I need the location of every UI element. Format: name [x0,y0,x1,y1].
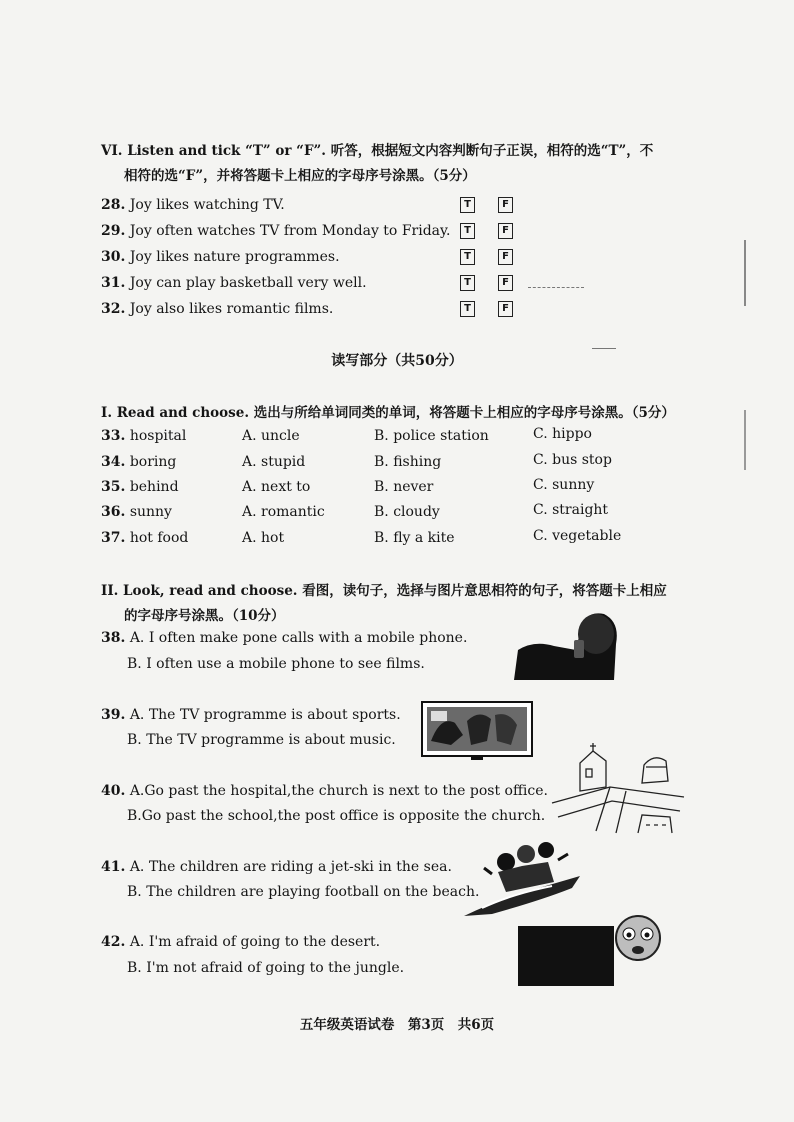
part-ii-heading-line2: 的字母序号涂黑。（10分） [124,608,285,624]
option-a: 40. A.Go past the hospital,the church is next to the post office. [101,783,548,799]
true-checkbox[interactable]: T [460,275,475,291]
option-b: B. police station [374,428,489,444]
scared-face-picture [516,912,664,988]
section-vi-heading-line1: VI. Listen and tick “T” or “F”. 听答，根据短文内容判断句子正误，相符的选“T”，不 [101,143,654,159]
option-a: A. uncle [242,428,300,444]
scan-edge-line [744,410,746,470]
scan-smudge [592,348,616,349]
option-b: B. I often use a mobile phone to see films. [127,656,425,672]
jet-ski-picture [462,838,584,918]
reading-section-title: 读写部分（共50分） [331,353,463,369]
option-c: C. straight [533,502,609,518]
false-checkbox[interactable]: F [498,249,513,265]
option-a: 39. A. The TV programme is about sports. [101,707,401,723]
scan-smudge [528,287,584,292]
true-checkbox[interactable]: T [460,223,475,239]
option-b: B.Go past the school,the post office is opposite the church. [127,808,546,824]
list-item: 29. Joy often watches TV from Monday to Friday. [101,223,451,239]
list-item: 30. Joy likes nature programmes. [101,249,340,265]
option-b: B. I'm not afraid of going to the jungle. [127,960,405,976]
false-checkbox[interactable]: F [498,197,513,213]
option-c: C. bus stop [533,452,612,468]
false-checkbox[interactable]: F [498,223,513,239]
person-with-phone-picture [514,610,618,680]
option-c: C. sunny [533,477,595,493]
true-checkbox[interactable]: T [460,301,475,317]
option-a: 42. A. I'm afraid of going to the desert. [101,934,381,950]
list-item: 31. Joy can play basketball very well. [101,275,367,291]
tv-screen-picture [421,701,533,761]
option-a: 38. A. I often make pone calls with a mobile phone. [101,630,468,646]
option-c: C. vegetable [533,528,622,544]
true-checkbox[interactable]: T [460,197,475,213]
list-item: 37. hot food [101,530,189,546]
option-a: A. hot [242,530,285,546]
list-item: 36. sunny [101,504,172,520]
option-a: 41. A. The children are riding a jet-ski in the sea. [101,859,452,875]
list-item: 28. Joy likes watching TV. [101,197,285,213]
page-footer: 五年级英语试卷 第3页 共6页 [299,1017,495,1033]
option-a: A. romantic [242,504,325,520]
part-ii-heading-line1: II. Look, read and choose. 看图，读句子，选择与图片意思相符的句子，将答题卡上相应 [101,583,667,599]
list-item: 35. behind [101,479,179,495]
option-b: B. fly a kite [374,530,455,546]
part-i-heading: I. Read and choose. 选出与所给单词同类的单词，将答题卡上相应的字母序号涂黑。（5分） [101,405,675,421]
option-b: B. fishing [374,454,442,470]
list-item: 32. Joy also likes romantic films. [101,301,334,317]
false-checkbox[interactable]: F [498,275,513,291]
option-a: A. next to [242,479,311,495]
option-b: B. The children are playing football on the beach. [127,884,480,900]
list-item: 33. hospital [101,428,187,444]
section-vi-heading-line2: 相符的选“F”，并将答题卡上相应的字母序号涂黑。（5分） [124,168,476,184]
option-a: A. stupid [242,454,306,470]
option-c: C. hippo [533,426,592,442]
false-checkbox[interactable]: F [498,301,513,317]
option-b: B. The TV programme is about music. [127,732,396,748]
true-checkbox[interactable]: T [460,249,475,265]
list-item: 34. boring [101,454,177,470]
scan-edge-line [744,240,746,306]
option-b: B. cloudy [374,504,440,520]
street-map-picture [550,743,686,835]
option-b: B. never [374,479,434,495]
